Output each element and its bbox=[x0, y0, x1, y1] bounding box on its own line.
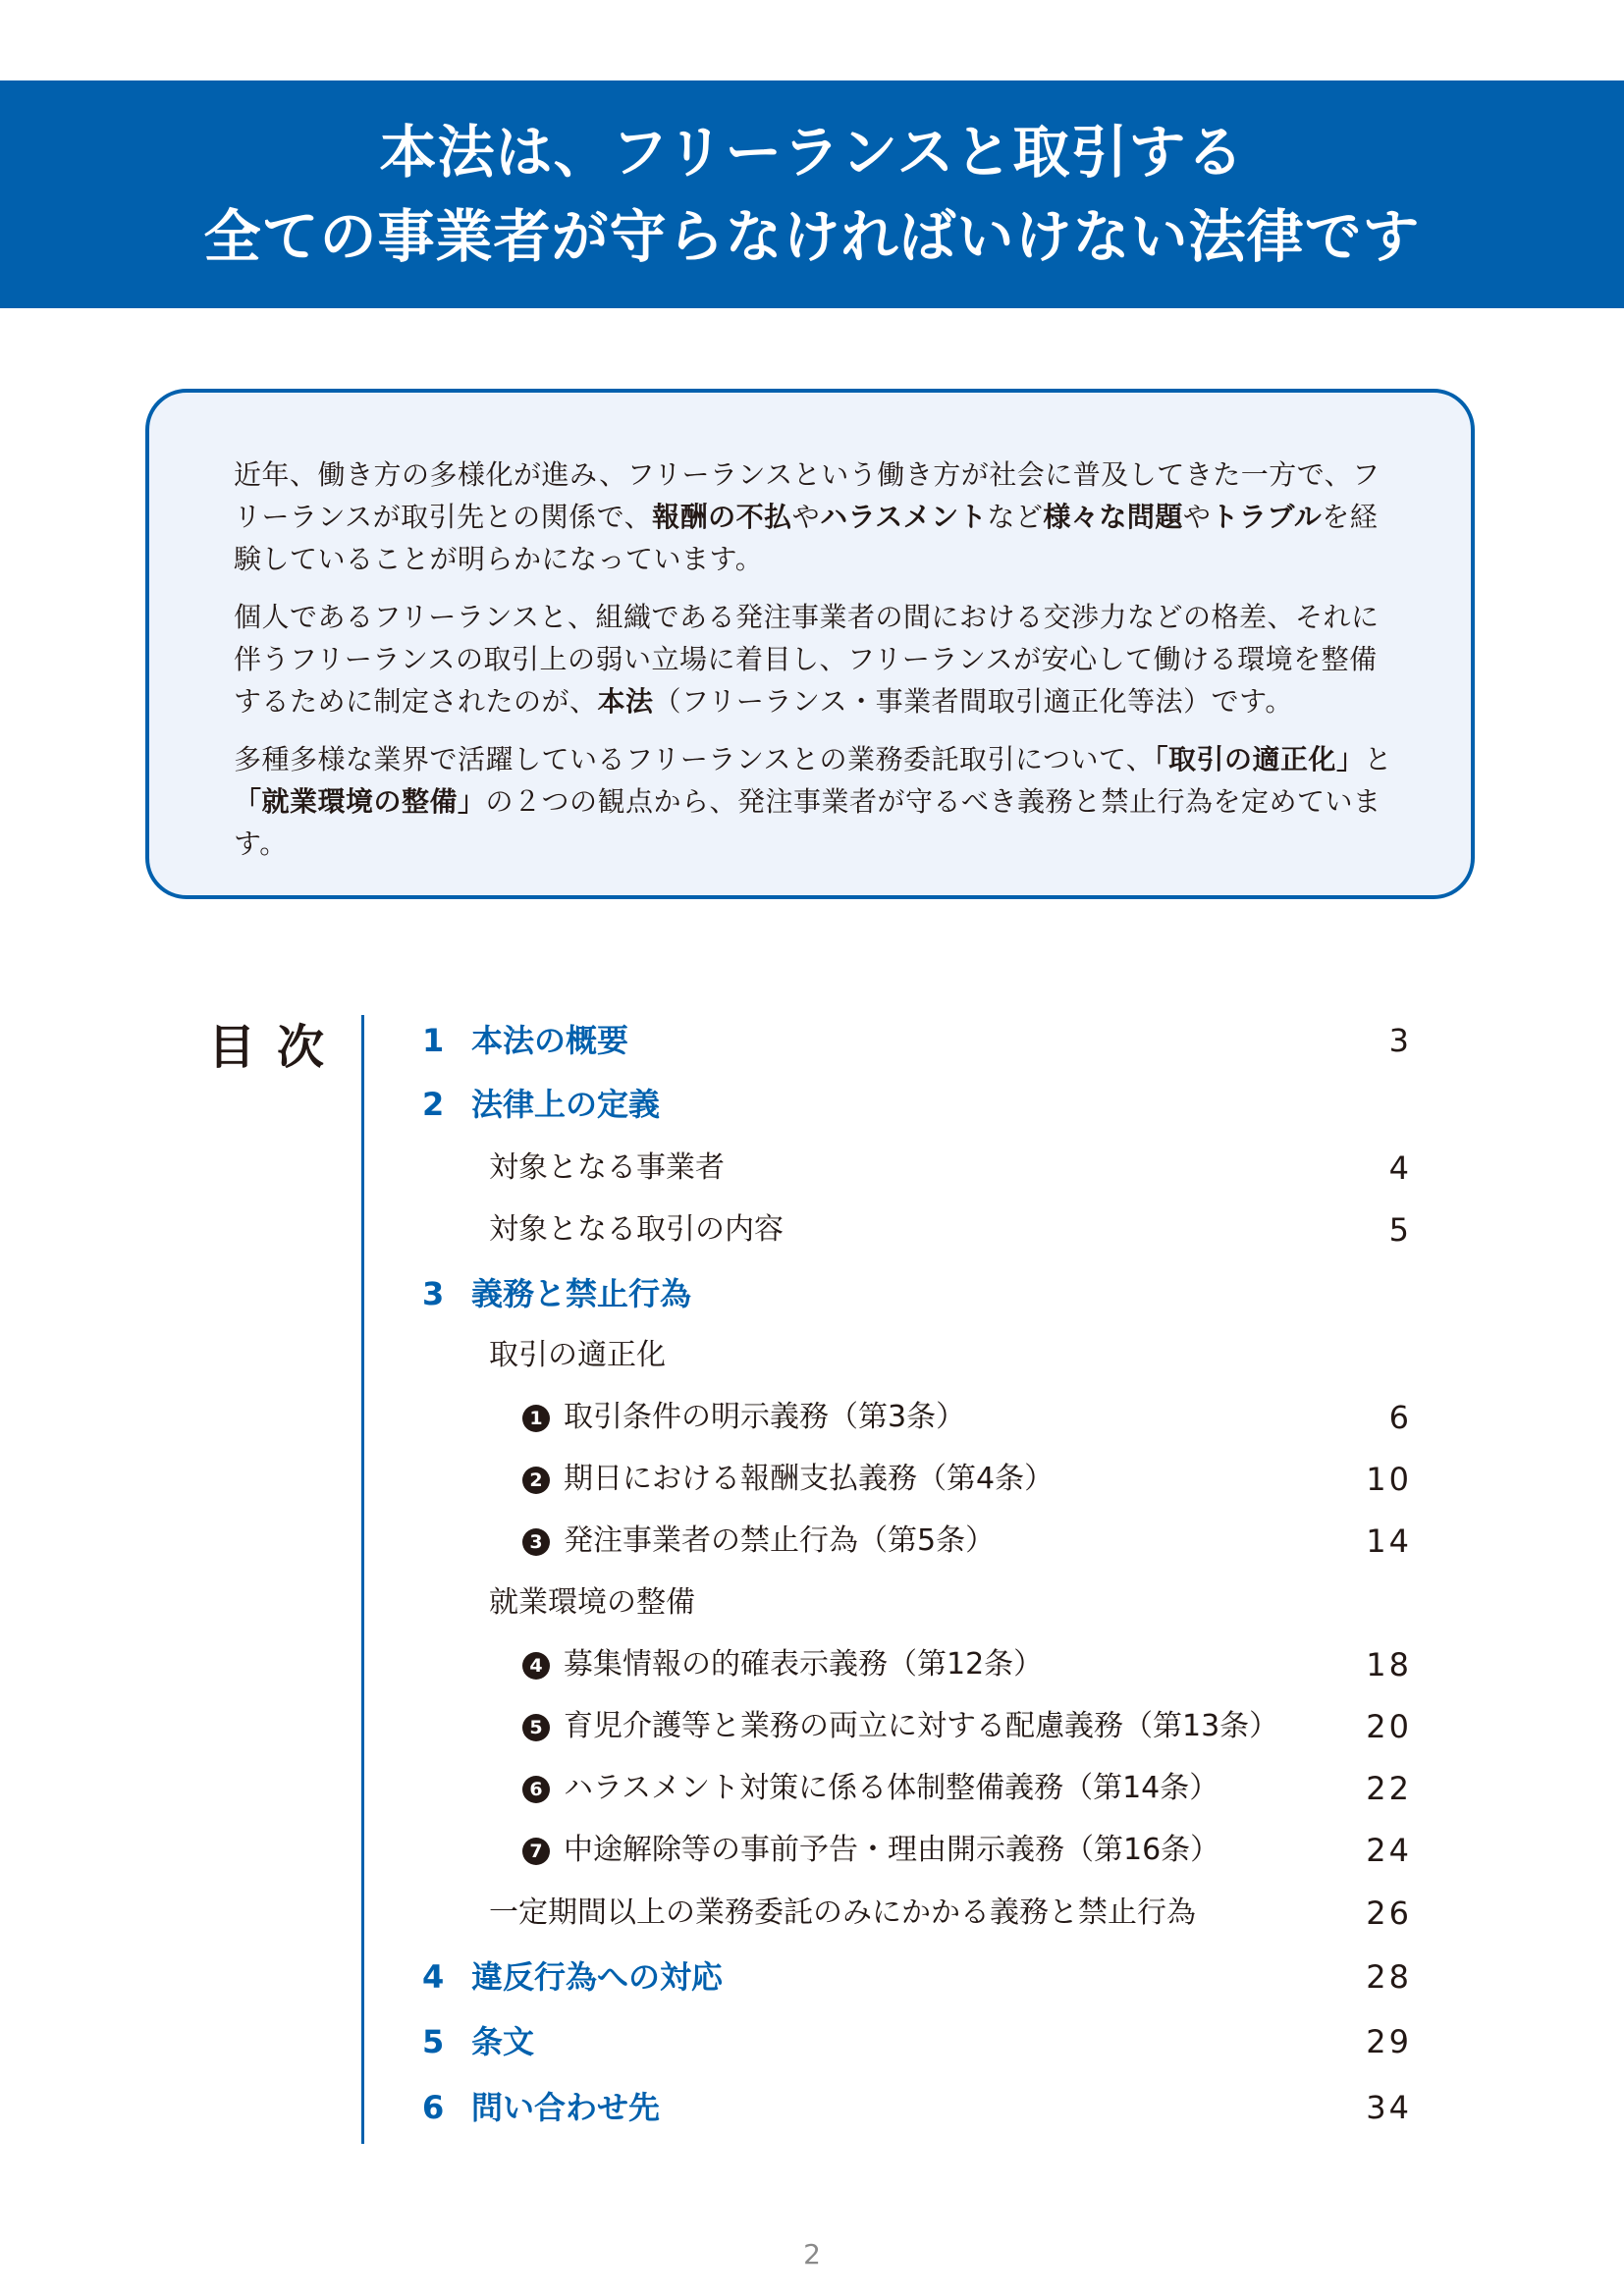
toc-entry[interactable] bbox=[0, 1640, 1624, 1689]
toc-number: 5 bbox=[422, 2023, 445, 2060]
toc-page: 3 bbox=[1388, 1022, 1412, 1059]
number-circle-icon: 5 bbox=[522, 1714, 550, 1741]
toc-page: 18 bbox=[1366, 1646, 1412, 1683]
toc-number: 1 bbox=[422, 1022, 445, 1059]
page-number: 2 bbox=[803, 2238, 821, 2270]
toc-label: 取引条件の明示義務（第3条） bbox=[564, 1400, 966, 1434]
toc-entry[interactable] bbox=[0, 1455, 1624, 1504]
toc-entry[interactable] bbox=[0, 1889, 1624, 1938]
toc-label: 法律上の定義 bbox=[471, 1086, 661, 1123]
toc-label: 取引の適正化 bbox=[489, 1338, 666, 1372]
toc-entry[interactable] bbox=[0, 1080, 1624, 1129]
toc-label: 就業環境の整備 bbox=[489, 1585, 695, 1620]
toc-entry[interactable] bbox=[0, 1393, 1624, 1442]
number-circle-icon: 7 bbox=[522, 1838, 550, 1865]
number-circle-icon: 3 bbox=[522, 1528, 550, 1556]
toc-heading: 目次 bbox=[208, 1020, 347, 1075]
title-line-1: 本法は、フリーランスと取引する bbox=[379, 119, 1245, 186]
toc-entry[interactable] bbox=[0, 2017, 1624, 2066]
toc-page: 5 bbox=[1388, 1211, 1412, 1249]
number-circle-icon: 1 bbox=[522, 1405, 550, 1432]
intro-box bbox=[145, 389, 1475, 899]
intro-paragraph-2: 個人であるフリーランスと、組織である発注事業者の間における交渉力などの格差、それに伴うフリーランスの取引上の弱い立場に着目し、フリーランスが安心して働ける環境を整備するために制定されたのが、本法（フリーランス・事業者間取引適正化等法）です。 bbox=[234, 601, 1380, 718]
number-circle-icon: 4 bbox=[522, 1652, 550, 1680]
intro-paragraph-1: 近年、働き方の多様化が進み、フリーランスという働き方が社会に普及してきた一方で、フリーランスが取引先との関係で、報酬の不払やハラスメントなど様々な問題やトラブルを経験していることが明らかになっています。 bbox=[234, 458, 1380, 575]
toc-page: 34 bbox=[1366, 2089, 1412, 2126]
toc-label: 問い合わせ先 bbox=[471, 2089, 661, 2126]
toc-label: 条文 bbox=[471, 2023, 535, 2060]
toc-subheading bbox=[0, 1331, 1624, 1380]
toc-entry[interactable] bbox=[0, 1517, 1624, 1566]
toc-entry[interactable] bbox=[0, 1764, 1624, 1813]
toc-label: 募集情報の的確表示義務（第12条） bbox=[564, 1647, 1044, 1682]
toc-page: 20 bbox=[1366, 1708, 1412, 1745]
toc-label: 発注事業者の禁止行為（第5条） bbox=[564, 1523, 996, 1558]
toc-label: 義務と禁止行為 bbox=[471, 1275, 692, 1312]
toc-number: 2 bbox=[422, 1086, 445, 1123]
number-circle-icon: 2 bbox=[522, 1467, 550, 1494]
toc-label: 育児介護等と業務の両立に対する配慮義務（第13条） bbox=[564, 1709, 1279, 1743]
toc-page: 4 bbox=[1388, 1149, 1412, 1187]
toc-label: 対象となる事業者 bbox=[489, 1150, 725, 1185]
toc-entry[interactable] bbox=[0, 1826, 1624, 1875]
toc-entry[interactable] bbox=[0, 1016, 1624, 1065]
title-line-2: 全ての事業者が守らなければいけない法律です bbox=[203, 203, 1421, 270]
toc-label: 期日における報酬支払義務（第4条） bbox=[564, 1462, 1055, 1496]
title-banner bbox=[0, 80, 1624, 308]
toc-entry[interactable] bbox=[0, 1144, 1624, 1193]
toc-label: ハラスメント対策に係る体制整備義務（第14条） bbox=[564, 1771, 1219, 1805]
toc-page: 29 bbox=[1366, 2023, 1412, 2060]
intro-paragraph-3: 多種多様な業界で活躍しているフリーランスとの業務委託取引について、「取引の適正化」と「就業環境の整備」の２つの観点から、発注事業者が守るべき義務と禁止行為を定めています。 bbox=[234, 743, 1392, 860]
toc-page: 26 bbox=[1366, 1895, 1412, 1932]
toc-number: 4 bbox=[422, 1958, 445, 1996]
toc-entry[interactable] bbox=[0, 1269, 1624, 1318]
toc-number: 6 bbox=[422, 2089, 445, 2126]
toc-entry[interactable] bbox=[0, 1952, 1624, 2002]
toc-page: 10 bbox=[1366, 1461, 1412, 1498]
toc-page: 22 bbox=[1366, 1770, 1412, 1807]
toc-entry[interactable] bbox=[0, 1205, 1624, 1255]
toc-page: 28 bbox=[1366, 1958, 1412, 1996]
toc-page: 14 bbox=[1366, 1522, 1412, 1560]
toc-label: 本法の概要 bbox=[471, 1022, 629, 1059]
toc-page: 6 bbox=[1388, 1399, 1412, 1436]
toc-number: 3 bbox=[422, 1275, 445, 1312]
toc-entry[interactable] bbox=[0, 2083, 1624, 2132]
toc-subheading bbox=[0, 1578, 1624, 1628]
number-circle-icon: 6 bbox=[522, 1776, 550, 1803]
toc-label: 対象となる取引の内容 bbox=[489, 1212, 784, 1247]
toc-page: 24 bbox=[1366, 1832, 1412, 1869]
toc-label: 一定期間以上の業務委託のみにかかる義務と禁止行為 bbox=[489, 1896, 1196, 1930]
toc-label: 中途解除等の事前予告・理由開示義務（第16条） bbox=[564, 1833, 1220, 1867]
toc-entry[interactable] bbox=[0, 1702, 1624, 1751]
toc-label: 違反行為への対応 bbox=[471, 1958, 724, 1996]
